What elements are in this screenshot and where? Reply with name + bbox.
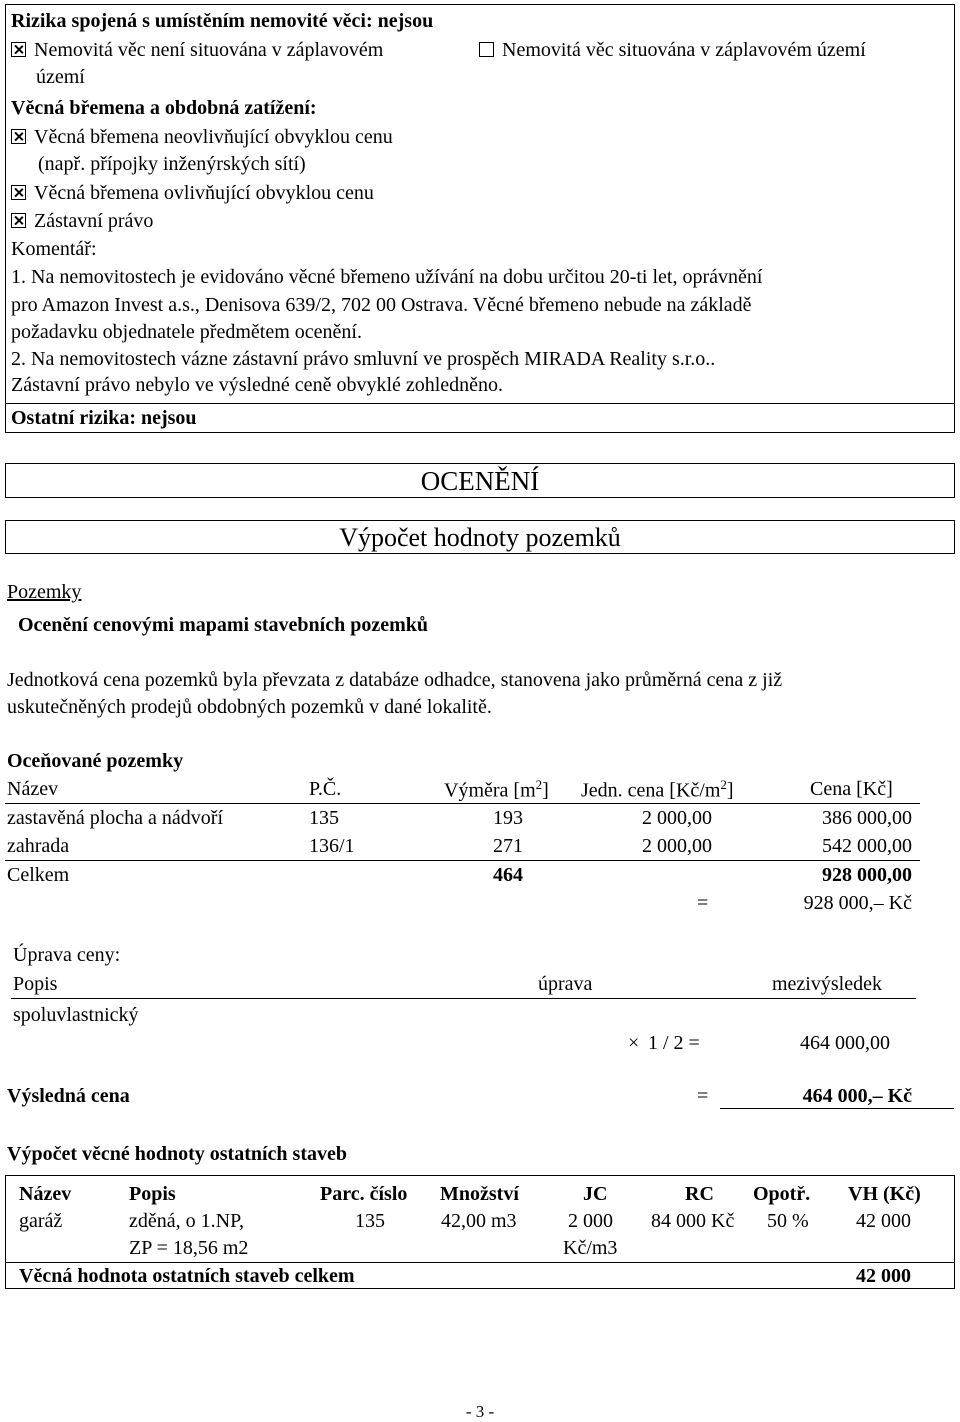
comment-line: 2. Na nemovitostech vázne zástavní právo smluvní ve prospěch MIRADA Reality s.r.o.. [11, 348, 716, 370]
option-not-flood: Nemovitá věc není situována v záplavovém [11, 38, 383, 62]
valuation-description: uskutečněných prodejů obdobných pozemků v dané lokalitě. [7, 696, 492, 718]
page-number: - 3 - [465, 1402, 495, 1421]
bld-row-rc: 84 000 Kč [651, 1210, 735, 1232]
option-not-flood-cont: území [36, 66, 85, 88]
land-row-price: 542 000,00 [822, 835, 912, 857]
col-header-unit-price: Jedn. cena $[Kč/m^2]$ [581, 777, 734, 802]
col-header-pc: P.Č. [309, 778, 342, 800]
bld-row-vh: 42 000 [856, 1210, 911, 1232]
result-eq: = [697, 1085, 709, 1107]
bld-header-wear: Opotř. [753, 1183, 811, 1205]
valuation-title: OCENĚNÍ [420, 466, 540, 496]
bld-row-desc-cont: ZP = 18,56 m2 [129, 1237, 249, 1259]
checked-checkbox-icon [11, 185, 26, 200]
col-header-name: Název [7, 778, 59, 800]
adjust-header-rule [11, 998, 916, 999]
bld-row-wear: 50 % [767, 1210, 809, 1232]
adjust-label: Úprava ceny: [13, 944, 121, 966]
land-row-name: zastavěná plocha a nádvoří [7, 807, 224, 829]
bld-row-qty: 42,00 m3 [441, 1210, 517, 1232]
bld-row-parcel: 135 [355, 1210, 385, 1232]
bld-header-desc: Popis [129, 1183, 176, 1205]
comment-line: 1. Na nemovitostech je evidováno věcné břemeno užívání na dobu určitou 20-ti let, oprávnění [11, 266, 763, 288]
adjust-col-sub: mezivýsledek [772, 973, 882, 995]
bld-header-rc: RC [685, 1183, 714, 1205]
header-rule [5, 803, 920, 804]
col-header-area: Výměra $[m^2]$ [444, 777, 549, 802]
result-value: 464 000,– Kč [802, 1085, 912, 1107]
bld-header-qty: Množství [440, 1183, 519, 1205]
land-row-area: 193 [493, 807, 523, 829]
adjust-subtotal: 464 000,00 [800, 1032, 890, 1054]
bld-header-vh: VH (Kč) [848, 1183, 921, 1205]
valuation-method: Ocenění cenovými mapami stavebních pozemků [18, 614, 428, 636]
bld-row-jc-unit: Kč/m3 [563, 1237, 618, 1259]
checked-checkbox-icon [11, 42, 26, 57]
comment-line: požadavku objednatele předmětem ocenění. [11, 321, 362, 343]
land-row-name: zahrada [7, 835, 70, 857]
valuation-subtitle: Výpočet hodnoty pozemků [339, 523, 621, 552]
comment-line: Zástavní právo nebylo ve výsledné ceně obvyklé zohledněno. [11, 374, 504, 396]
easement-option-1: Věcná břemena neovlivňující obvyklou cenu [11, 125, 393, 149]
rounded-price: 928 000,– Kč [803, 892, 912, 914]
buildings-heading: Výpočet věcné hodnoty ostatních staveb [7, 1143, 347, 1165]
land-total-area: 464 [493, 864, 523, 886]
bld-row-jc: 2 000 [568, 1210, 613, 1232]
bld-total-value: 42 000 [856, 1265, 911, 1287]
other-risks: Ostatní rizika: nejsou [11, 407, 197, 429]
bld-row-name: garáž [19, 1210, 63, 1232]
rounded-eq: = [697, 892, 709, 914]
easement-option-1-cont: (např. přípojky inženýrských sítí) [38, 153, 306, 175]
comment-label: Komentář: [11, 238, 97, 260]
result-label: Výsledná cena [7, 1085, 130, 1107]
col-header-price: Cena [Kč] [810, 778, 893, 800]
land-row-pc: 136/1 [309, 835, 355, 857]
multiply-icon: × [628, 1032, 640, 1054]
checked-checkbox-icon [11, 213, 26, 228]
bld-header-name: Název [19, 1183, 72, 1205]
adjust-multiply [628, 1031, 639, 1055]
section-land: Pozemky [7, 581, 82, 603]
comment-line: pro Amazon Invest a.s., Denisova 639/2, 702 00 Ostrava. Věcné břemeno nebude na základě [11, 294, 752, 316]
land-row-area: 271 [493, 835, 523, 857]
land-total-price: 928 000,00 [822, 864, 912, 886]
adjust-col-desc: Popis [13, 973, 58, 995]
bld-row-desc: zděná, o 1.NP, [129, 1210, 244, 1232]
easements-heading: Věcná břemena a obdobná zatížení: [11, 97, 317, 119]
result-underline [720, 1108, 954, 1109]
bld-header-parcel: Parc. číslo [320, 1183, 408, 1205]
bld-header-jc: JC [583, 1183, 608, 1205]
land-total-label: Celkem [7, 864, 70, 886]
adjust-col-adj: úprava [538, 973, 593, 995]
risks-divider [5, 403, 955, 404]
checked-checkbox-icon [11, 129, 26, 144]
adjust-factor: 1 / 2 = [648, 1032, 700, 1054]
rows-rule [5, 860, 920, 861]
easement-option-2: Věcná břemena ovlivňující obvyklou cenu [11, 181, 374, 205]
easement-option-3: Zástavní právo [11, 209, 153, 233]
land-row-unit: 2 000,00 [642, 835, 712, 857]
location-risk-heading: Rizika spojená s umístěním nemovité věci: nejsou [11, 10, 434, 32]
land-row-pc: 135 [309, 807, 339, 829]
land-heading: Oceňované pozemky [7, 750, 184, 772]
land-row-unit: 2 000,00 [642, 807, 712, 829]
bld-total-rule [5, 1262, 955, 1263]
bld-total-label: Věcná hodnota ostatních staveb celkem [19, 1265, 355, 1287]
option-flood: Nemovitá věc situována v záplavovém území [479, 38, 866, 62]
valuation-description: Jednotková cena pozemků byla převzata z databáze odhadce, stanovena jako průměrná cena z již [7, 669, 783, 691]
land-row-price: 386 000,00 [822, 807, 912, 829]
unchecked-checkbox-icon [479, 42, 494, 57]
adjust-item: spoluvlastnický [13, 1004, 139, 1026]
